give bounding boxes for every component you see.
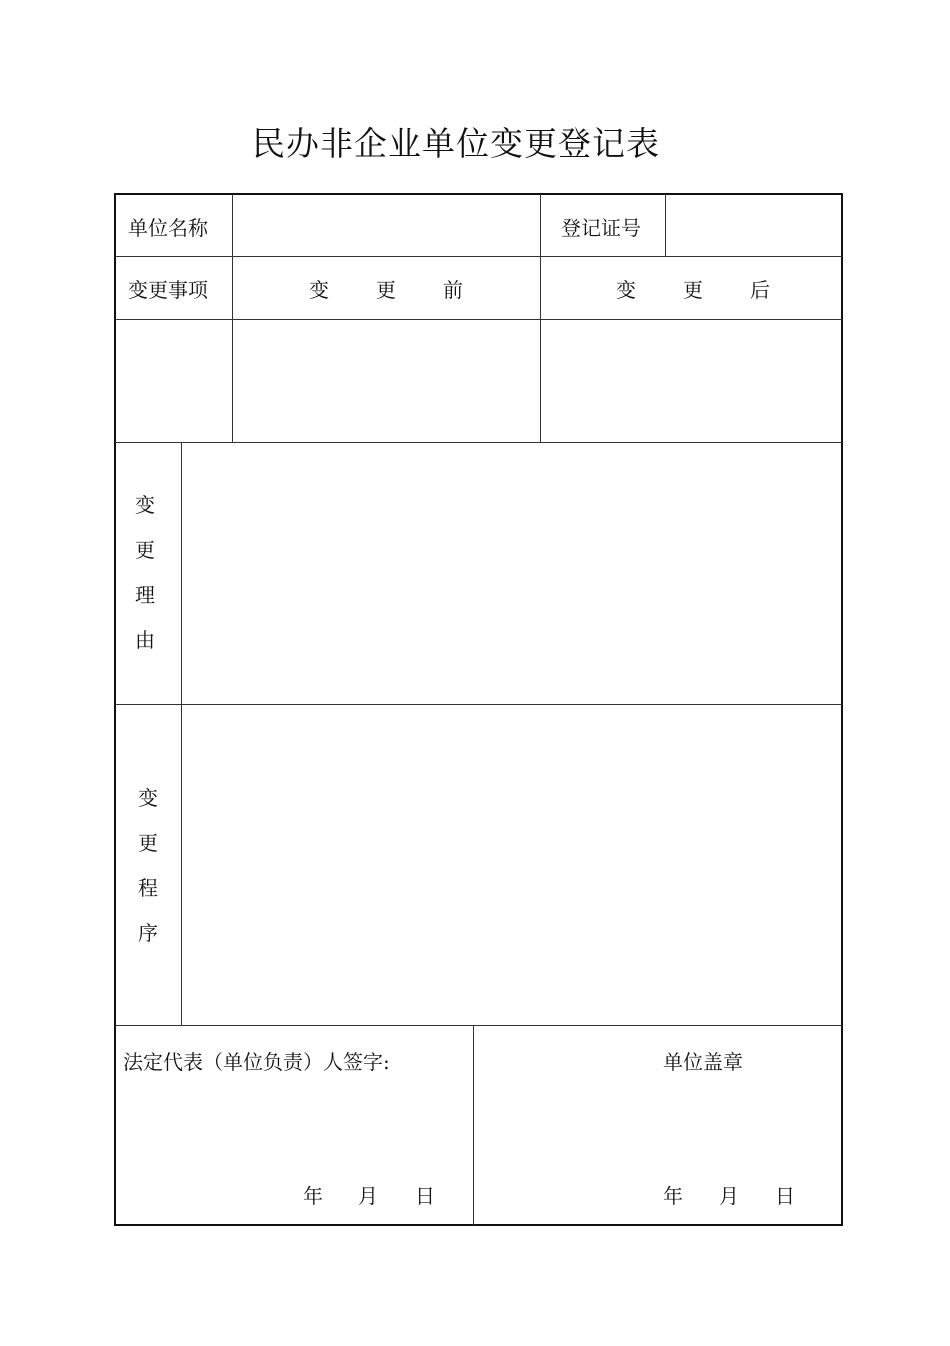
- reason-char-2: 更: [135, 538, 155, 562]
- divider-col-bottom: [473, 1026, 474, 1225]
- reason-char-4: 由: [135, 628, 155, 652]
- cert-number-field[interactable]: [667, 195, 841, 255]
- procedure-char-3: 程: [138, 876, 158, 900]
- divider-col-reason: [181, 443, 182, 1026]
- change-items-label: 变更事项: [128, 278, 208, 302]
- signature-year-label: 年: [303, 1184, 323, 1208]
- divider-col-cert: [665, 194, 666, 257]
- unit-name-field[interactable]: [234, 195, 539, 255]
- before-header-char-2: 更: [376, 278, 396, 302]
- change-reason-label: [130, 483, 160, 663]
- legal-rep-signature-field[interactable]: [116, 1080, 472, 1175]
- procedure-char-2: 更: [138, 831, 158, 855]
- before-header-char-3: 前: [443, 278, 463, 302]
- after-header-char-1: 变: [616, 278, 636, 302]
- unit-seal-field[interactable]: [475, 1080, 841, 1175]
- before-value-field[interactable]: [234, 321, 539, 441]
- page-title: 民办非企业单位变更登记表: [252, 124, 660, 163]
- reason-char-1: 变: [135, 493, 155, 517]
- divider-row-3: [115, 442, 842, 443]
- after-value-field[interactable]: [542, 321, 841, 441]
- change-item-field[interactable]: [116, 321, 231, 441]
- divider-col-middle: [540, 194, 541, 443]
- unit-name-label: 单位名称: [128, 216, 208, 240]
- after-header-char-2: 更: [683, 278, 703, 302]
- before-header-char-1: 变: [309, 278, 329, 302]
- seal-month-label: 月: [719, 1184, 739, 1208]
- procedure-char-4: 序: [138, 921, 158, 945]
- signature-month-label: 月: [358, 1184, 378, 1208]
- change-procedure-field[interactable]: [183, 706, 841, 1024]
- change-procedure-label: [133, 776, 163, 956]
- reason-char-3: 理: [135, 583, 155, 607]
- legal-rep-signature-label: 法定代表（单位负责）人签字:: [123, 1050, 390, 1074]
- cert-number-label: 登记证号: [561, 216, 641, 240]
- divider-row-5: [115, 1025, 842, 1026]
- seal-day-label: 日: [775, 1184, 795, 1208]
- seal-year-label: 年: [663, 1184, 683, 1208]
- after-header-char-3: 后: [750, 278, 770, 302]
- divider-row-2: [115, 319, 842, 320]
- change-reason-field[interactable]: [183, 444, 841, 703]
- divider-row-4: [115, 704, 842, 705]
- divider-col-label: [232, 194, 233, 443]
- procedure-char-1: 变: [138, 786, 158, 810]
- unit-seal-label: 单位盖章: [663, 1050, 743, 1074]
- divider-row-1: [115, 256, 842, 257]
- signature-day-label: 日: [415, 1184, 435, 1208]
